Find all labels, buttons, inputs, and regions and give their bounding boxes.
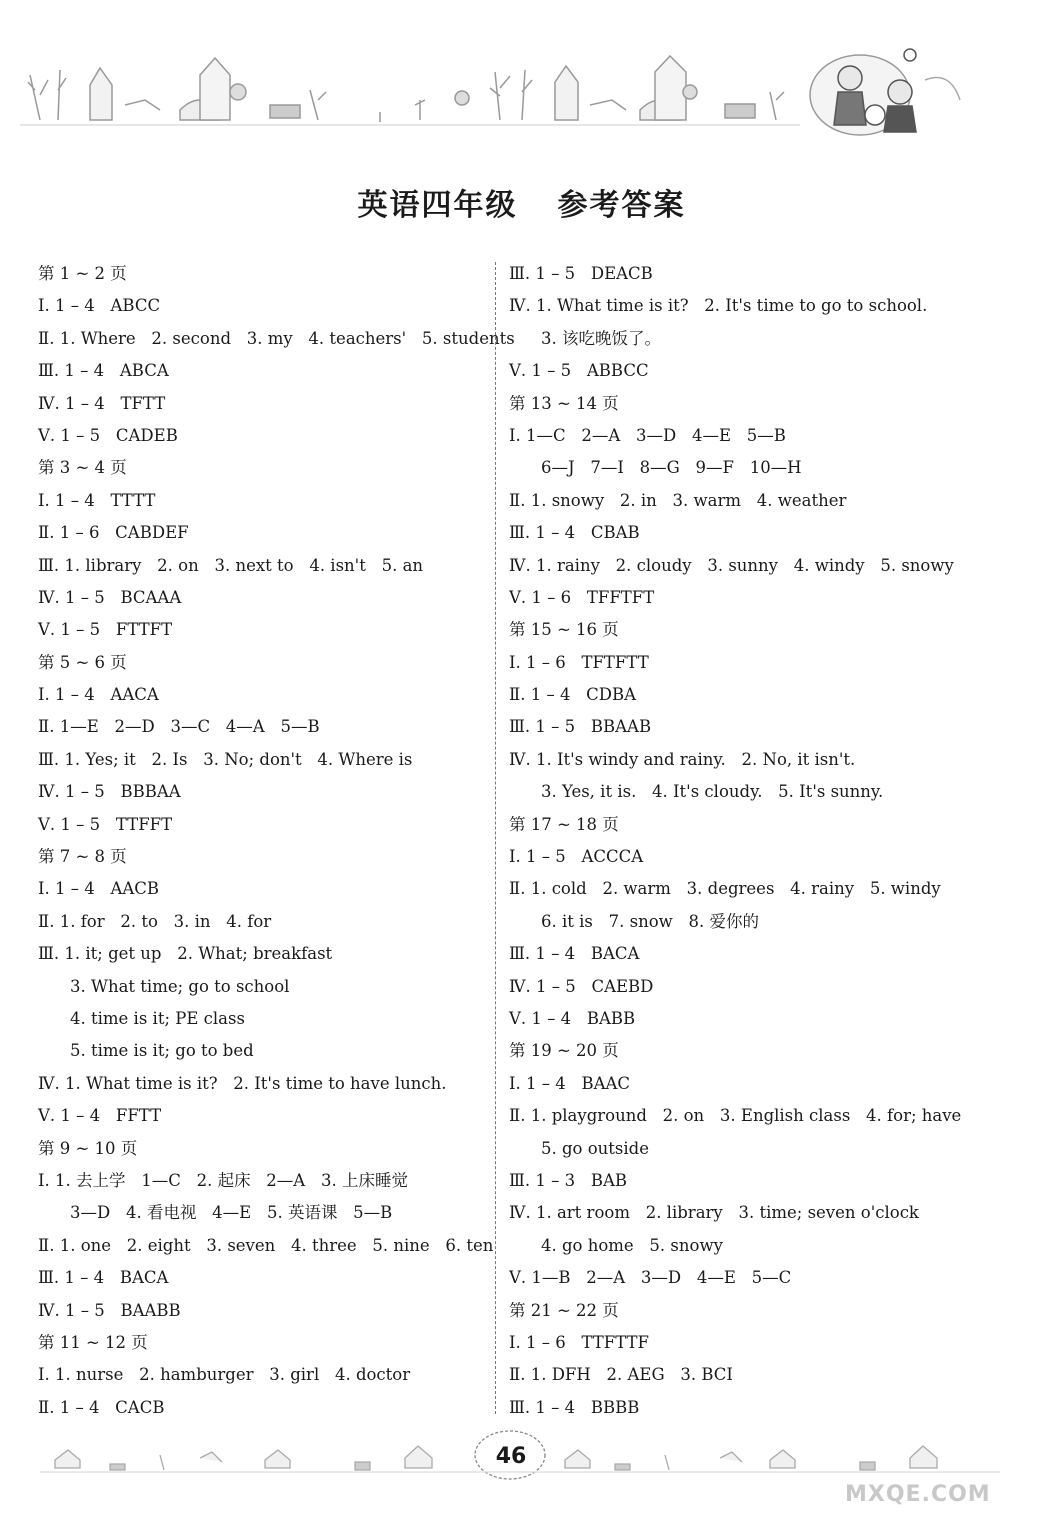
answer-line: Ⅲ. 1. it; get up 2. What; breakfast — [38, 944, 333, 964]
answer-line: Ⅲ. 1 – 4 CBAB — [509, 523, 640, 543]
answer-line: 第 9 ~ 10 页 — [38, 1138, 138, 1158]
answer-line: Ⅱ. 1 – 4 CDBA — [509, 685, 637, 705]
answer-line: 第 19 ~ 20 页 — [509, 1041, 619, 1061]
answer-line: 第 5 ~ 6 页 — [38, 652, 127, 672]
answer-line: 3. 该吃晚饭了。 — [541, 328, 661, 348]
answer-line: Ⅳ. 1 – 4 TFTT — [38, 393, 166, 413]
answer-line: Ⅰ. 1 – 4 BAAC — [509, 1073, 631, 1093]
answer-line: Ⅰ. 1 – 6 TTFTTF — [509, 1332, 650, 1352]
answer-line: Ⅲ. 1 – 4 BBBB — [509, 1397, 640, 1417]
answer-line: 第 21 ~ 22 页 — [509, 1300, 619, 1320]
answer-line: Ⅳ. 1. art room 2. library 3. time; seven o'clock — [509, 1203, 919, 1223]
answer-line: Ⅳ. 1 – 5 BAABB — [38, 1300, 181, 1320]
answer-line: Ⅴ. 1—B 2—A 3—D 4—E 5—C — [509, 1268, 792, 1288]
answer-line: Ⅴ. 1 – 5 TTFFT — [38, 814, 173, 834]
answer-line: 4. time is it; PE class — [70, 1008, 245, 1028]
answer-line: Ⅰ. 1 – 4 AACB — [38, 879, 160, 899]
answer-line: Ⅴ. 1 – 6 TFFTFT — [509, 587, 655, 607]
answer-line: Ⅲ. 1 – 5 BBAAB — [509, 717, 652, 737]
answer-line: Ⅴ. 1 – 4 BABB — [509, 1008, 636, 1028]
answer-line: Ⅱ. 1. one 2. eight 3. seven 4. three 5. nine 6. ten — [38, 1235, 494, 1255]
answer-line: 6. it is 7. snow 8. 爱你的 — [541, 911, 759, 931]
answer-line: Ⅰ. 1 – 4 TTTT — [38, 490, 156, 510]
answer-line: Ⅲ. 1 – 4 ABCA — [38, 361, 169, 381]
answer-line: 第 1 ~ 2 页 — [38, 264, 127, 283]
answer-line: 第 3 ~ 4 页 — [38, 458, 127, 478]
answer-line: Ⅴ. 1 – 5 ABBCC — [509, 361, 649, 381]
answer-line: Ⅳ. 1. rainy 2. cloudy 3. sunny 4. windy 5. snowy — [509, 555, 954, 575]
answer-line: Ⅱ. 1. Where 2. second 3. my 4. teachers' 5. students — [38, 328, 515, 348]
answer-line: 5. go outside — [541, 1138, 649, 1158]
answer-line: 第 15 ~ 16 页 — [509, 620, 619, 640]
answer-line: Ⅰ. 1—C 2—A 3—D 4—E 5—B — [509, 425, 786, 445]
answer-line: 3. Yes, it is. 4. It's cloudy. 5. It's sunny. — [541, 782, 884, 802]
answer-line: Ⅰ. 1 – 4 ABCC — [38, 296, 161, 316]
title-main: 英语四年级 — [357, 188, 518, 223]
watermark: MXQE.COM — [845, 1482, 991, 1507]
children-illustration — [810, 49, 960, 135]
answer-line: 第 7 ~ 8 页 — [38, 847, 127, 867]
answer-line: Ⅴ. 1 – 4 FFTT — [38, 1106, 162, 1126]
answer-line: 4. go home 5. snowy — [541, 1235, 723, 1255]
answer-line: Ⅱ. 1. for 2. to 3. in 4. for — [38, 911, 272, 931]
answer-line: Ⅳ. 1 – 5 CAEBD — [509, 976, 654, 996]
answer-line: Ⅱ. 1. snowy 2. in 3. warm 4. weather — [509, 490, 847, 510]
answer-column-left — [38, 258, 515, 1424]
answer-line: Ⅳ. 1 – 5 BBBAA — [38, 782, 181, 802]
header-illustration — [0, 0, 1043, 170]
answer-line: Ⅳ. 1. What time is it? 2. It's time to go to school. — [509, 296, 928, 316]
answer-line: Ⅱ. 1 – 4 CACB — [38, 1397, 165, 1417]
answer-line: Ⅱ. 1. DFH 2. AEG 3. BCI — [509, 1365, 733, 1385]
answer-line: 第 17 ~ 18 页 — [509, 814, 619, 834]
page-title — [0, 180, 1043, 224]
answer-line: Ⅱ. 1. playground 2. on 3. English class 4. for; have — [509, 1106, 962, 1126]
page-number: 46 — [495, 1444, 527, 1469]
answer-line: Ⅱ. 1—E 2—D 3—C 4—A 5—B — [38, 717, 320, 737]
column-divider — [495, 262, 496, 1414]
answer-line: Ⅳ. 1. It's windy and rainy. 2. No, it isn't. — [509, 749, 856, 769]
title-sub: 参考答案 — [557, 188, 686, 223]
answer-line: 第 11 ~ 12 页 — [38, 1332, 148, 1352]
answer-line: Ⅰ. 1 – 4 AACA — [38, 685, 159, 705]
answer-line: Ⅱ. 1 – 6 CABDEF — [38, 523, 189, 543]
answer-line: Ⅱ. 1. cold 2. warm 3. degrees 4. rainy 5. windy — [509, 879, 941, 899]
answer-line: Ⅴ. 1 – 5 FTTFT — [38, 620, 173, 640]
answer-line: Ⅲ. 1 – 4 BACA — [509, 944, 640, 964]
answer-line: 3—D 4. 看电视 4—E 5. 英语课 5—B — [70, 1203, 393, 1223]
answer-line: Ⅴ. 1 – 5 CADEB — [38, 425, 178, 445]
answer-line: 3. What time; go to school — [70, 976, 290, 996]
answer-line: Ⅲ. 1 – 4 BACA — [38, 1268, 169, 1288]
answer-line: 第 13 ~ 14 页 — [509, 393, 619, 413]
answer-line: Ⅲ. 1 – 5 DEACB — [509, 264, 653, 283]
answer-line: Ⅰ. 1 – 5 ACCCA — [509, 847, 644, 867]
answer-column-right — [509, 258, 1009, 1424]
answer-line: Ⅲ. 1 – 3 BAB — [509, 1170, 628, 1190]
answer-line: Ⅰ. 1. 去上学 1—C 2. 起床 2—A 3. 上床睡觉 — [38, 1170, 408, 1190]
answer-line: Ⅳ. 1 – 5 BCAAA — [38, 587, 182, 607]
answer-line: 6—J 7—I 8—G 9—F 10—H — [541, 458, 802, 478]
answer-line: Ⅲ. 1. Yes; it 2. Is 3. No; don't 4. Where is — [38, 749, 413, 769]
answer-line: Ⅲ. 1. library 2. on 3. next to 4. isn't 5. an — [38, 555, 424, 575]
answer-line: Ⅳ. 1. What time is it? 2. It's time to have lunch. — [38, 1073, 447, 1093]
answer-line: Ⅰ. 1 – 6 TFTFTT — [509, 652, 649, 672]
answer-line: 5. time is it; go to bed — [70, 1041, 254, 1061]
answer-line: Ⅰ. 1. nurse 2. hamburger 3. girl 4. doctor — [38, 1365, 411, 1385]
